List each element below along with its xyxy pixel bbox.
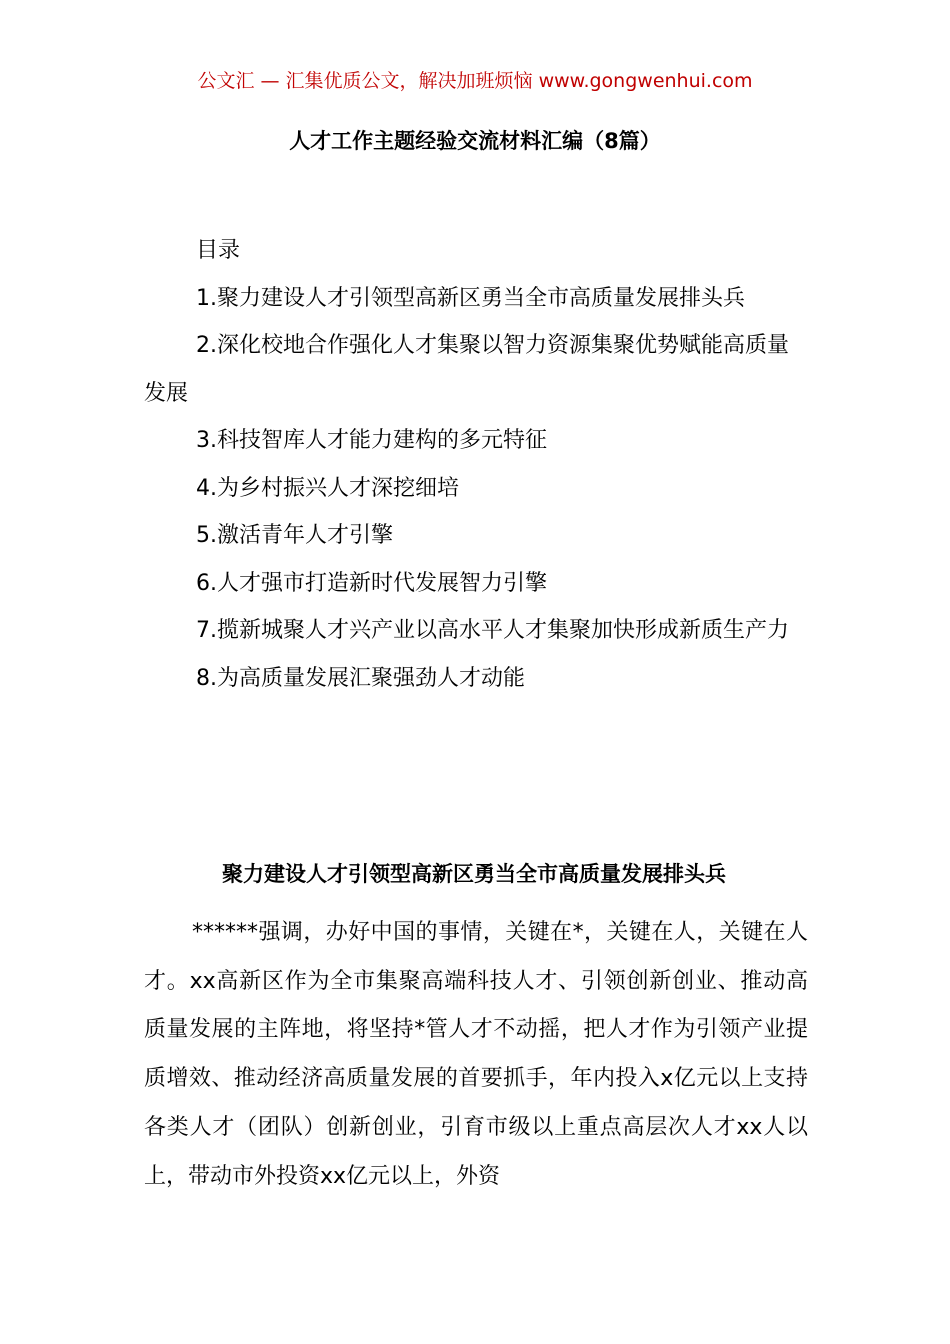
toc-item: 5.激活青年人才引擎 — [196, 523, 393, 548]
document-title: 人才工作主题经验交流材料汇编（8篇） — [289, 129, 661, 153]
toc-item: 1.聚力建设人才引领型高新区勇当全市高质量发展排头兵 — [196, 285, 745, 311]
section-paragraph: ******强调，办好中国的事情，关键在*，关键在人，关键在人才。xx高新区作为全市集聚高端科技人才、引领创新创业、推动高质量发展的主阵地，将坚持*管人才不动摇，把人才作为引领产业提质增效、推动经济高质量发展的首要抓手，年内投入x亿元以上支持各类人才（团队）创新创业，引育市级以上重点高层次人才xx人以上，带动市外投资xx亿元以上，外资 — [144, 920, 808, 1189]
toc-item: 2.深化校地合作强化人才集聚以智力资源集聚优势赋能高质量发展 — [144, 333, 789, 406]
section-title: 聚力建设人才引领型高新区勇当全市高质量发展排头兵 — [222, 862, 726, 886]
site-header-banner: 公文汇 — 汇集优质公文，解决加班烦恼 www.gongwenhui.com — [197, 70, 753, 92]
toc-heading: 目录 — [196, 238, 241, 263]
toc-item: 7.揽新城聚人才兴产业以高水平人才集聚加快形成新质生产力 — [196, 618, 789, 643]
table-of-contents — [144, 227, 808, 702]
toc-item: 3.科技智库人才能力建构的多元特征 — [196, 428, 547, 453]
toc-item: 4.为乡村振兴人才深挖细培 — [196, 475, 459, 501]
toc-item: 6.人才强市打造新时代发展智力引擎 — [196, 570, 547, 596]
toc-item: 8.为高质量发展汇聚强劲人才动能 — [196, 665, 525, 691]
